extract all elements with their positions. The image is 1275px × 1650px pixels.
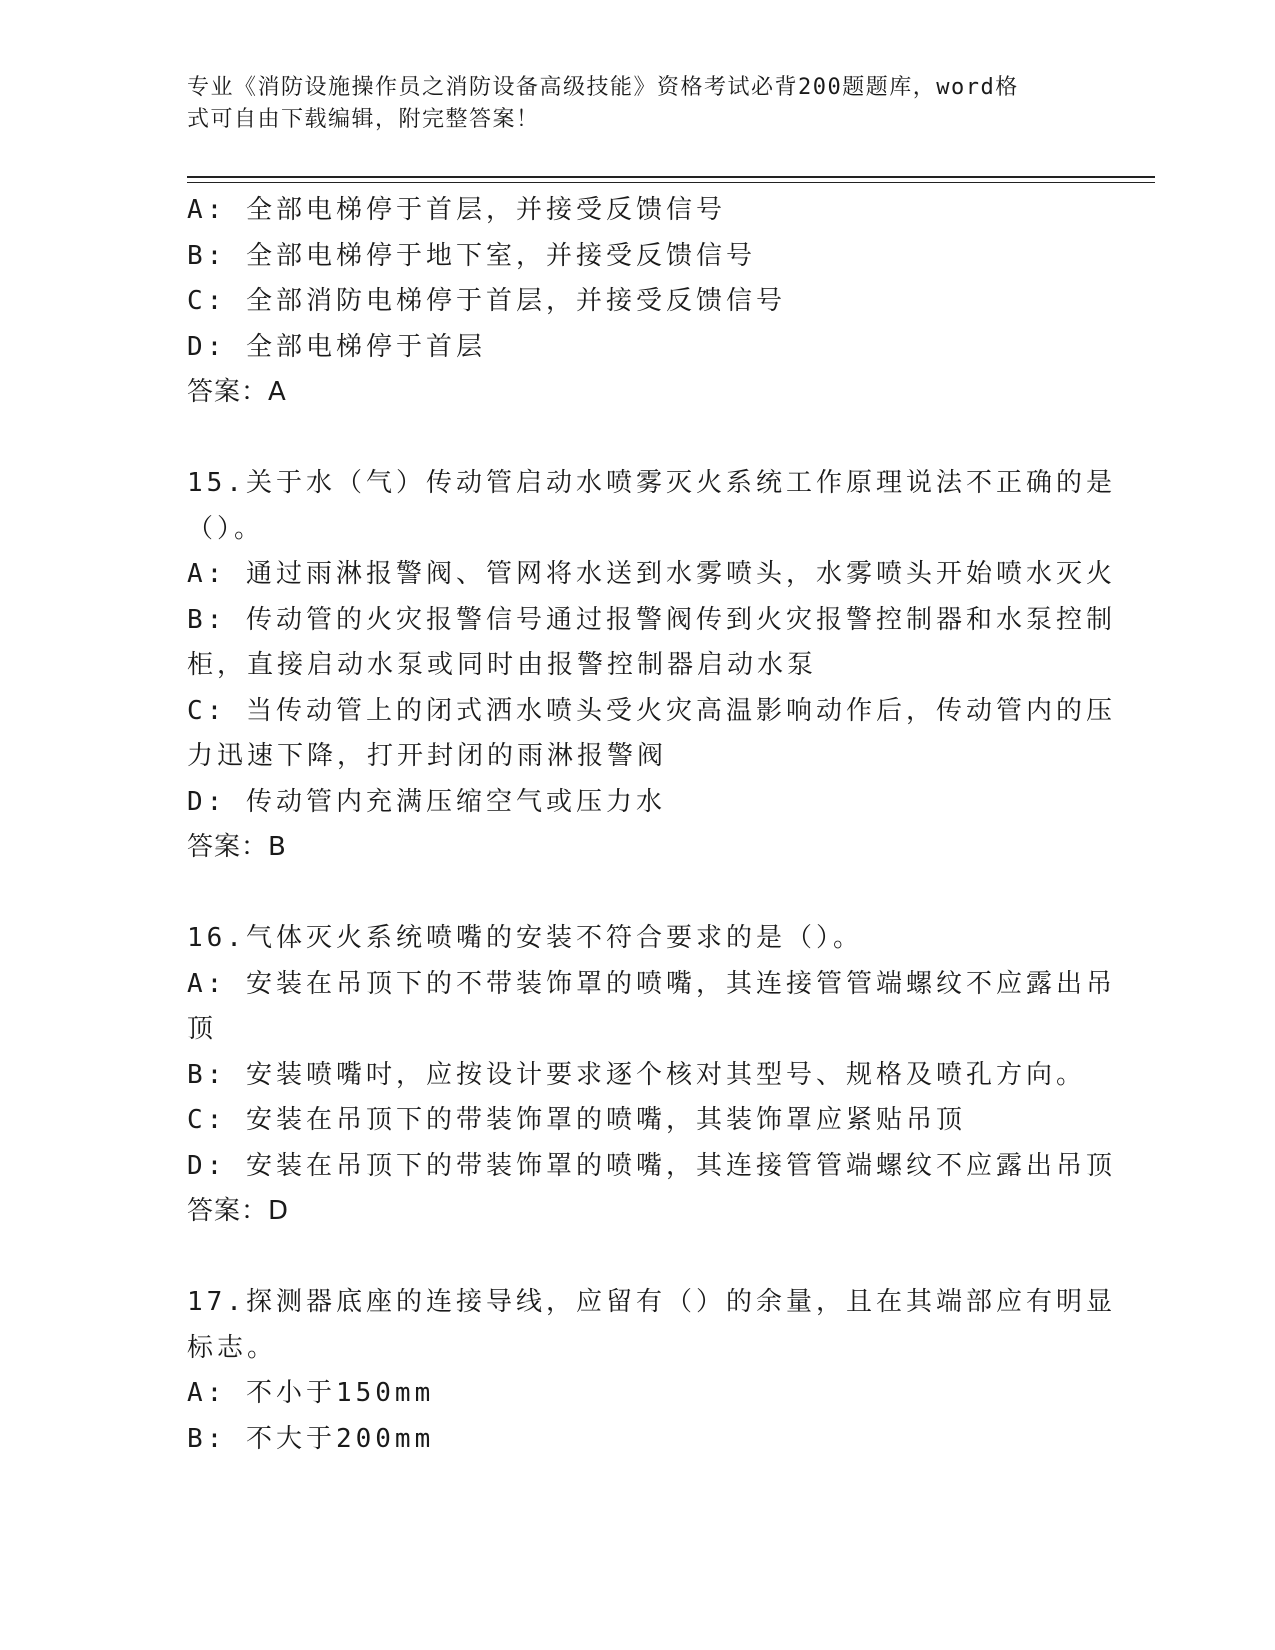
option-b: B: 全部电梯停于地下室，并接受反馈信号 — [187, 240, 756, 271]
question-15 — [187, 461, 1116, 871]
header-line: 式可自由下载编辑，附完整答案！ — [187, 107, 540, 132]
header-divider-thin — [187, 182, 1155, 183]
question-stem: （）。 — [187, 513, 265, 544]
question-stem: 17.探测器底座的连接导线，应留有（）的余量，且在其端部应有明显 — [187, 1287, 1116, 1317]
question-stem: 15.关于水（气）传动管启动水喷雾灭火系统工作原理说法不正确的是 — [187, 468, 1116, 498]
option-a: A: 全部电梯停于首层，并接受反馈信号 — [187, 195, 726, 225]
question-stem: 16.气体灭火系统喷嘴的安装不符合要求的是（）。 — [187, 923, 863, 953]
option-a: A: 通过雨淋报警阀、管网将水送到水雾喷头，水雾喷头开始喷水灭火 — [187, 559, 1116, 589]
document-header — [187, 72, 1067, 136]
option-a: A: 安装在吊顶下的不带装饰罩的喷嘴，其连接管管端螺纹不应露出吊 — [187, 968, 1116, 999]
option-a-continued: 顶 — [187, 1014, 218, 1044]
header-line: 专业《消防设施操作员之消防设备高级技能》资格考试必背200题题库，word格 — [187, 75, 1019, 100]
option-d: D: 全部电梯停于首层 — [187, 331, 486, 362]
question-17 — [187, 1280, 1116, 1462]
option-b: B: 传动管的火灾报警信号通过报警阀传到火灾报警控制器和水泵控制 — [187, 604, 1116, 635]
option-b: B: 不大于200mm — [187, 1423, 435, 1454]
option-c-continued: 力迅速下降，打开封闭的雨淋报警阀 — [187, 741, 668, 771]
spacer — [187, 416, 1077, 462]
question-16 — [187, 916, 1116, 1235]
option-c: C: 安装在吊顶下的带装饰罩的喷嘴，其装饰罩应紧贴吊顶 — [187, 1105, 966, 1135]
spacer — [187, 1235, 1077, 1281]
option-a: A: 不小于150mm — [187, 1378, 435, 1408]
option-d: D: 安装在吊顶下的带装饰罩的喷嘴，其连接管管端螺纹不应露出吊顶 — [187, 1150, 1116, 1181]
option-d: D: 传动管内充满压缩空气或压力水 — [187, 786, 666, 817]
answer-line: 答案：D — [187, 1196, 290, 1226]
option-c: C: 全部消防电梯停于首层，并接受反馈信号 — [187, 286, 786, 316]
option-b-continued: 柜，直接启动水泵或同时由报警控制器启动水泵 — [187, 650, 818, 680]
question-list — [187, 188, 1116, 1462]
question-14 — [187, 188, 1077, 416]
answer-line: 答案：A — [187, 377, 287, 407]
question-stem: 标志。 — [187, 1332, 278, 1363]
option-b: B: 安装喷嘴吋，应按设计要求逐个核对其型号、规格及喷孔方向。 — [187, 1059, 1086, 1090]
spacer — [187, 871, 1077, 917]
option-c: C: 当传动管上的闭式洒水喷头受火灾高温影响动作后，传动管内的压 — [187, 695, 1116, 726]
header-divider-thick — [187, 176, 1155, 178]
answer-line: 答案：B — [187, 832, 287, 862]
